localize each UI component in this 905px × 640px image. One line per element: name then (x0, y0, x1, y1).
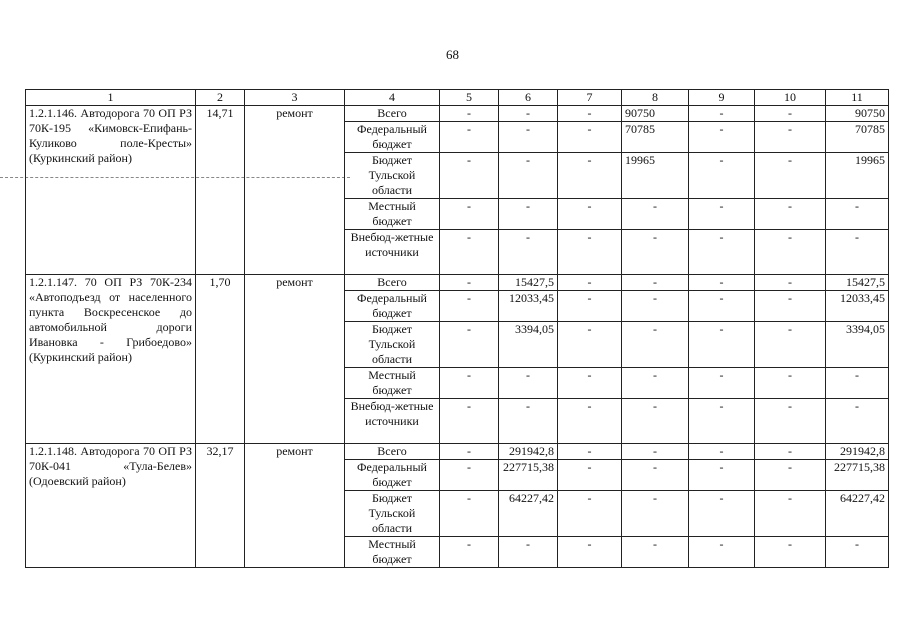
funding-source: Бюджет Тульской области (345, 322, 440, 368)
object-title: 1.2.1.147. 70 ОП РЗ 70К-234 «Автоподъезд от населенного пункта Воскресенское до автомобильной дороги Ивановка - Грибоедово» (Куркинский район) (26, 275, 196, 444)
column-number-5: 5 (440, 90, 499, 106)
amount-c7: - (558, 122, 622, 153)
amount-c8: - (622, 275, 689, 291)
funding-source: Бюджет Тульской области (345, 153, 440, 199)
amount-c8: - (622, 368, 689, 399)
table-row (26, 106, 889, 122)
column-number-9: 9 (689, 90, 755, 106)
table-row (26, 275, 889, 291)
amount-c11: - (826, 368, 889, 399)
amount-c6: 227715,38 (499, 460, 558, 491)
amount-c11: 227715,38 (826, 460, 889, 491)
funding-source: Федеральный бюджет (345, 122, 440, 153)
amount-c8: - (622, 444, 689, 460)
amount-c6: - (499, 153, 558, 199)
amount-c9: - (689, 122, 755, 153)
road-length: 32,17 (196, 444, 245, 568)
amount-c7: - (558, 291, 622, 322)
work-type: ремонт (245, 444, 345, 568)
funding-source: Федеральный бюджет (345, 291, 440, 322)
amount-c10: - (755, 368, 826, 399)
amount-c9: - (689, 230, 755, 275)
amount-c5: - (440, 537, 499, 568)
amount-c7: - (558, 537, 622, 568)
amount-c10: - (755, 322, 826, 368)
amount-c7: - (558, 444, 622, 460)
amount-c5: - (440, 460, 499, 491)
amount-c5: - (440, 399, 499, 444)
amount-c5: - (440, 275, 499, 291)
amount-c6: - (499, 122, 558, 153)
table-row (26, 444, 889, 460)
column-number-11: 11 (826, 90, 889, 106)
column-number-2: 2 (196, 90, 245, 106)
amount-c7: - (558, 199, 622, 230)
amount-c9: - (689, 322, 755, 368)
amount-c7: - (558, 106, 622, 122)
amount-c8: - (622, 199, 689, 230)
amount-c9: - (689, 368, 755, 399)
column-number-1: 1 (26, 90, 196, 106)
funding-source: Местный бюджет (345, 537, 440, 568)
amount-c6: 12033,45 (499, 291, 558, 322)
amount-c6: - (499, 368, 558, 399)
funding-source: Федеральный бюджет (345, 460, 440, 491)
column-number-7: 7 (558, 90, 622, 106)
road-length: 1,70 (196, 275, 245, 444)
funding-source: Местный бюджет (345, 368, 440, 399)
amount-c10: - (755, 444, 826, 460)
object-title: 1.2.1.146. Автодорога 70 ОП РЗ 70К-195 «Кимовск-Епифань-Куликово поле-Кресты» (Куркинский район) (26, 106, 196, 275)
amount-c5: - (440, 199, 499, 230)
funding-source: Всего (345, 275, 440, 291)
amount-c9: - (689, 399, 755, 444)
amount-c8: 19965 (622, 153, 689, 199)
amount-c8: - (622, 491, 689, 537)
amount-c9: - (689, 460, 755, 491)
column-number-6: 6 (499, 90, 558, 106)
amount-c6: 291942,8 (499, 444, 558, 460)
amount-c11: - (826, 230, 889, 275)
amount-c7: - (558, 275, 622, 291)
amount-c5: - (440, 230, 499, 275)
work-type: ремонт (245, 275, 345, 444)
amount-c7: - (558, 322, 622, 368)
amount-c7: - (558, 491, 622, 537)
amount-c9: - (689, 199, 755, 230)
amount-c6: - (499, 399, 558, 444)
funding-source: Всего (345, 106, 440, 122)
amount-c7: - (558, 399, 622, 444)
funding-table (25, 89, 889, 568)
work-type: ремонт (245, 106, 345, 275)
object-title: 1.2.1.148. Автодорога 70 ОП РЗ 70К-041 «Тула-Белев» (Одоевский район) (26, 444, 196, 568)
funding-source: Внебюд-жетные источники (345, 230, 440, 275)
amount-c6: 15427,5 (499, 275, 558, 291)
funding-source: Бюджет Тульской области (345, 491, 440, 537)
funding-source: Местный бюджет (345, 199, 440, 230)
amount-c5: - (440, 291, 499, 322)
amount-c8: 90750 (622, 106, 689, 122)
amount-c10: - (755, 460, 826, 491)
amount-c8: - (622, 460, 689, 491)
amount-c11: 90750 (826, 106, 889, 122)
amount-c9: - (689, 444, 755, 460)
amount-c10: - (755, 199, 826, 230)
amount-c9: - (689, 106, 755, 122)
amount-c5: - (440, 106, 499, 122)
amount-c10: - (755, 230, 826, 275)
amount-c5: - (440, 322, 499, 368)
amount-c6: - (499, 199, 558, 230)
amount-c8: - (622, 537, 689, 568)
funding-source: Всего (345, 444, 440, 460)
amount-c5: - (440, 444, 499, 460)
amount-c10: - (755, 153, 826, 199)
amount-c10: - (755, 537, 826, 568)
amount-c9: - (689, 153, 755, 199)
amount-c6: 64227,42 (499, 491, 558, 537)
amount-c5: - (440, 491, 499, 537)
amount-c11: 70785 (826, 122, 889, 153)
amount-c7: - (558, 460, 622, 491)
amount-c7: - (558, 230, 622, 275)
amount-c11: 15427,5 (826, 275, 889, 291)
amount-c9: - (689, 537, 755, 568)
amount-c6: - (499, 537, 558, 568)
amount-c9: - (689, 491, 755, 537)
amount-c11: - (826, 199, 889, 230)
column-number-3: 3 (245, 90, 345, 106)
amount-c10: - (755, 106, 826, 122)
amount-c10: - (755, 491, 826, 537)
amount-c6: - (499, 106, 558, 122)
amount-c5: - (440, 368, 499, 399)
amount-c10: - (755, 122, 826, 153)
amount-c11: 291942,8 (826, 444, 889, 460)
amount-c6: - (499, 230, 558, 275)
amount-c10: - (755, 275, 826, 291)
amount-c11: - (826, 399, 889, 444)
amount-c11: 19965 (826, 153, 889, 199)
amount-c11: - (826, 537, 889, 568)
amount-c8: - (622, 399, 689, 444)
amount-c8: - (622, 230, 689, 275)
amount-c8: - (622, 322, 689, 368)
amount-c10: - (755, 399, 826, 444)
amount-c7: - (558, 368, 622, 399)
amount-c9: - (689, 291, 755, 322)
page-number: 68 (446, 47, 459, 62)
amount-c9: - (689, 275, 755, 291)
amount-c10: - (755, 291, 826, 322)
amount-c11: 12033,45 (826, 291, 889, 322)
amount-c8: 70785 (622, 122, 689, 153)
amount-c8: - (622, 291, 689, 322)
table-body (26, 90, 889, 568)
amount-c11: 64227,42 (826, 491, 889, 537)
amount-c5: - (440, 153, 499, 199)
funding-source: Внебюд-жетные источники (345, 399, 440, 444)
column-number-10: 10 (755, 90, 826, 106)
amount-c7: - (558, 153, 622, 199)
amount-c5: - (440, 122, 499, 153)
column-number-row (26, 90, 889, 106)
column-number-4: 4 (345, 90, 440, 106)
amount-c11: 3394,05 (826, 322, 889, 368)
road-length: 14,71 (196, 106, 245, 275)
amount-c6: 3394,05 (499, 322, 558, 368)
column-number-8: 8 (622, 90, 689, 106)
